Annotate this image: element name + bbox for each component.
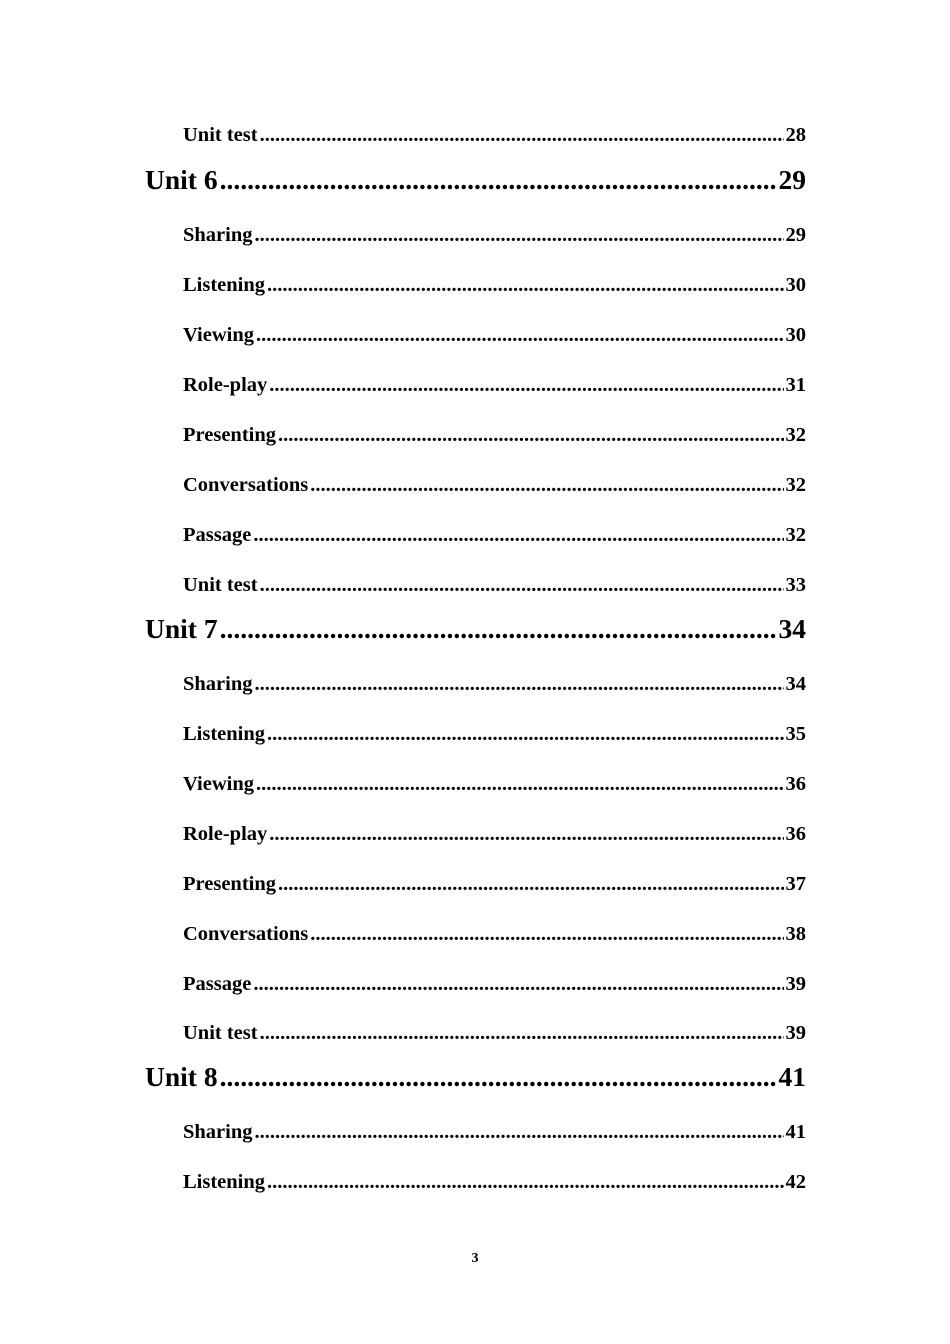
dot-leader <box>220 163 777 197</box>
dot-leader <box>256 772 784 796</box>
dot-leader <box>310 922 783 946</box>
toc-entry-title: Unit test <box>183 124 258 146</box>
toc-heading-page: 34 <box>778 613 806 644</box>
dot-leader <box>267 722 783 746</box>
toc-entry-page: 36 <box>785 823 806 845</box>
dot-leader <box>267 1170 783 1194</box>
toc-entry-sharing[interactable] <box>183 223 806 247</box>
toc-entry-role-play[interactable] <box>183 373 806 397</box>
toc-entry-title: Sharing <box>183 1121 253 1143</box>
toc-entry-title: Unit test <box>183 574 258 596</box>
toc-entry-role-play[interactable] <box>183 822 806 846</box>
dot-leader <box>255 672 784 696</box>
dot-leader <box>220 1060 777 1094</box>
toc-entry-title: Sharing <box>183 673 253 695</box>
toc-entry-sharing[interactable] <box>183 1120 806 1144</box>
toc-entry-title: Listening <box>183 274 266 296</box>
toc-entry-presenting[interactable] <box>183 423 806 447</box>
toc-entry-page: 36 <box>785 773 806 795</box>
dot-leader <box>253 523 783 547</box>
toc-entry-listening[interactable] <box>183 722 806 746</box>
toc-entry-page: 32 <box>785 474 806 496</box>
toc-entry-conversations[interactable] <box>183 473 806 497</box>
toc-entry-title: Unit test <box>183 1022 258 1044</box>
toc-entry-page: 37 <box>785 873 806 895</box>
toc-entry-page: 30 <box>785 274 806 296</box>
toc-entry-page: 41 <box>785 1121 806 1143</box>
dot-leader <box>269 822 783 846</box>
toc-entry-conversations[interactable] <box>183 922 806 946</box>
toc-entry-page: 30 <box>785 324 806 346</box>
toc-entry-page: 28 <box>785 124 806 146</box>
dot-leader <box>278 872 783 896</box>
dot-leader <box>260 123 784 147</box>
toc-entry-title: Viewing <box>183 324 254 346</box>
toc-entry-title: Conversations <box>183 923 309 945</box>
toc-entry-unit-test[interactable] <box>183 1021 806 1045</box>
toc-entry-listening[interactable] <box>183 273 806 297</box>
toc-entry-sharing[interactable] <box>183 672 806 696</box>
toc-entry-title: Viewing <box>183 773 254 795</box>
toc-entry-page: 35 <box>785 723 806 745</box>
dot-leader <box>267 273 783 297</box>
toc-entry-title: Listening <box>183 1171 266 1193</box>
toc-entry-title: Listening <box>183 723 266 745</box>
toc-entry-title: Role-play <box>183 374 268 396</box>
toc-entry-page: 32 <box>785 424 806 446</box>
dot-leader <box>260 573 784 597</box>
toc-entry-page: 39 <box>785 973 806 995</box>
toc-entry-page: 34 <box>785 673 806 695</box>
dot-leader <box>256 323 784 347</box>
toc-entry-title: Role-play <box>183 823 268 845</box>
toc-heading-title: Unit 8 <box>145 1061 218 1092</box>
dot-leader <box>278 423 783 447</box>
dot-leader <box>255 223 784 247</box>
toc-entry-presenting[interactable] <box>183 872 806 896</box>
toc-entry-title: Passage <box>183 973 252 995</box>
toc-entry-unit-test[interactable] <box>183 573 806 597</box>
toc-heading-unit-6[interactable] <box>145 163 806 197</box>
toc-entry-page: 38 <box>785 923 806 945</box>
toc-entry-passage[interactable] <box>183 972 806 996</box>
dot-leader <box>310 473 783 497</box>
toc-entry-listening[interactable] <box>183 1170 806 1194</box>
toc-entry-title: Sharing <box>183 224 253 246</box>
dot-leader <box>220 612 777 646</box>
page-number: 3 <box>471 1251 479 1266</box>
toc-entry-viewing[interactable] <box>183 772 806 796</box>
toc-entry-passage[interactable] <box>183 523 806 547</box>
toc-entry-title: Presenting <box>183 424 277 446</box>
toc-entry-page: 39 <box>785 1022 806 1044</box>
dot-leader <box>253 972 783 996</box>
toc-heading-page: 41 <box>778 1061 806 1092</box>
dot-leader <box>255 1120 784 1144</box>
toc-heading-title: Unit 6 <box>145 164 218 195</box>
toc-entry-viewing[interactable] <box>183 323 806 347</box>
toc-entry-title: Conversations <box>183 474 309 496</box>
dot-leader <box>269 373 783 397</box>
toc-entry-page: 42 <box>785 1171 806 1193</box>
toc-heading-unit-8[interactable] <box>145 1060 806 1094</box>
toc-entry-title: Passage <box>183 524 252 546</box>
toc-heading-page: 29 <box>778 164 806 195</box>
toc-entry-unit-test[interactable] <box>183 123 806 147</box>
toc-entry-page: 33 <box>785 574 806 596</box>
toc-entry-page: 29 <box>785 224 806 246</box>
toc-heading-title: Unit 7 <box>145 613 218 644</box>
toc-entry-title: Presenting <box>183 873 277 895</box>
toc-entry-page: 32 <box>785 524 806 546</box>
dot-leader <box>260 1021 784 1045</box>
toc-entry-page: 31 <box>785 374 806 396</box>
toc-heading-unit-7[interactable] <box>145 612 806 646</box>
